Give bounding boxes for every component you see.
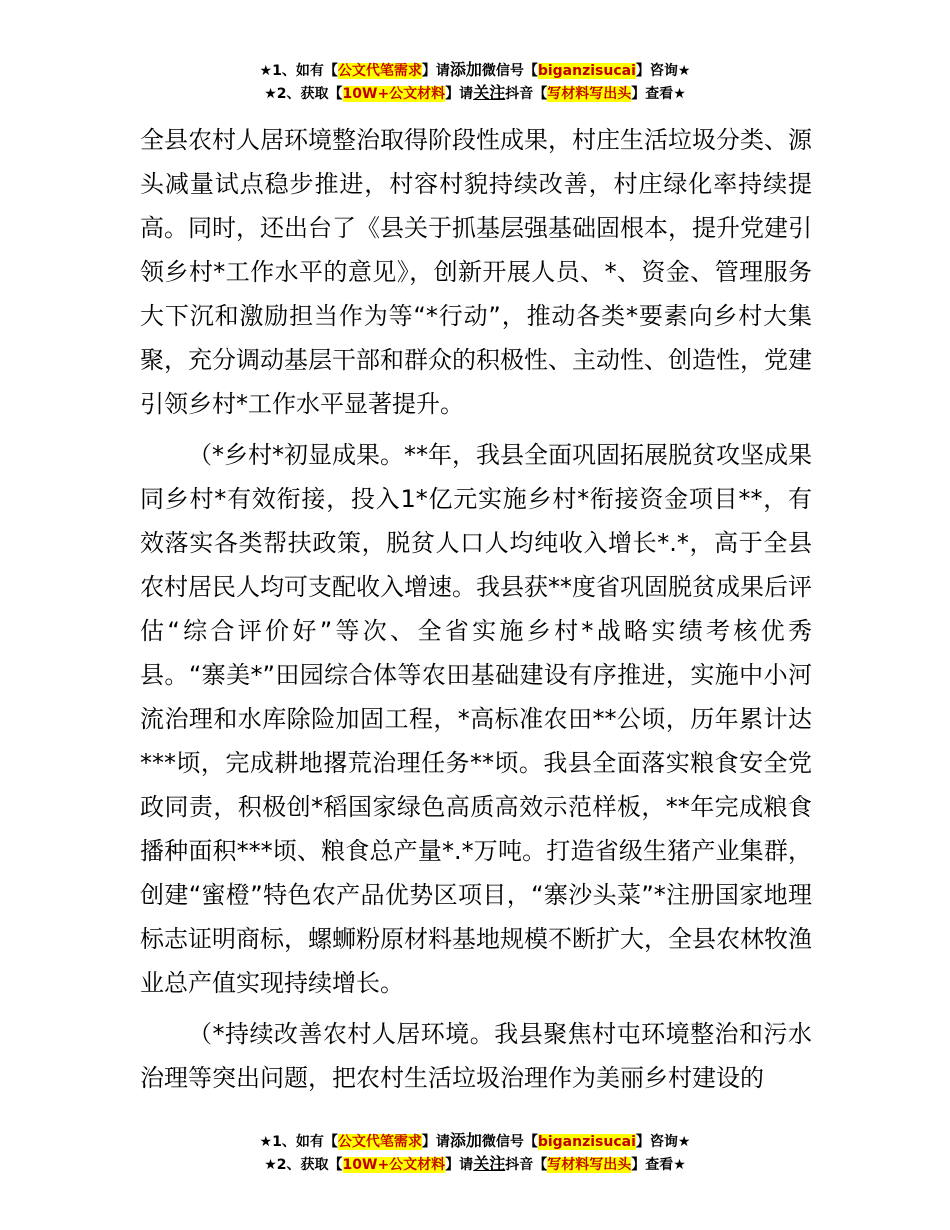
banner-text: 】查看★ xyxy=(631,86,686,102)
banner-emphasis: 添加 xyxy=(449,1131,482,1150)
banner-emphasis: 添加 xyxy=(449,60,482,79)
banner-line-2 xyxy=(0,82,950,105)
banner-text: 抖音【 xyxy=(505,86,548,102)
highlight-wechat-id: biganzisucai xyxy=(537,63,636,79)
banner-line-1 xyxy=(0,59,950,82)
header-banner xyxy=(0,59,950,105)
banner-text: 】请 xyxy=(445,86,474,102)
highlight-materials: 10W+公文材料 xyxy=(342,86,446,102)
banner-line-1 xyxy=(0,1130,950,1153)
banner-text: 】查看★ xyxy=(631,1157,686,1173)
document-body xyxy=(140,118,812,1100)
highlight-douyin-account: 写材料写出头 xyxy=(547,86,632,102)
footer-banner xyxy=(0,1130,950,1176)
banner-text: 】请 xyxy=(421,63,450,79)
banner-text: 微信号【 xyxy=(481,1134,538,1150)
paragraph: 全县农村人居环境整治取得阶段性成果，村庄生活垃圾分类、源头减量试点稳步推进，村容村貌持续改善，村庄绿化率持续提高。同时，还出台了《县关于抓基层强基础固根本，提升党建引领乡村*工作水平的意见》，创新开展人员、*、资金、管理服务大下沉和激励担当作为等“*行动”，推动各类*要素向乡村大集聚，充分调动基层干部和群众的积极性、主动性、创造性，党建引领乡村*工作水平显著提升。 xyxy=(140,126,812,418)
banner-text: 抖音【 xyxy=(505,1157,548,1173)
highlight-ghostwriting: 公文代笔需求 xyxy=(337,63,422,79)
highlight-ghostwriting: 公文代笔需求 xyxy=(337,1134,422,1150)
banner-line-2 xyxy=(0,1153,950,1176)
highlight-douyin-account: 写材料写出头 xyxy=(547,1157,632,1173)
banner-text: ★2、获取【 xyxy=(264,86,343,102)
banner-text: 】请 xyxy=(445,1157,474,1173)
banner-text: ★1、如有【 xyxy=(259,1134,338,1150)
banner-emphasis: 关注 xyxy=(473,83,506,102)
banner-text: 】咨询★ xyxy=(635,1134,691,1150)
paragraph: （*乡村*初显成果。**年，我县全面巩固拓展脱贫攻坚成果同乡村*有效衔接，投入1*亿元实施乡村*衔接资金项目**，有效落实各类帮扶政策，脱贫人口人均纯收入增长*.*，高于全县农村居民人均可支配收入增速。我县获**度省巩固脱贫成果后评估“综合评价好”等次、全省实施乡村*战略实绩考核优秀县。“寨美*”田园综合体等农田基础建设有序推进，实施中小河流治理和水库除险加固工程，*高标准农田**公顷，历年累计达***顷，完成耕地撂荒治理任务**顷。我县全面落实粮食安全党政同责，积极创*稻国家绿色高质高效示范样板，**年完成粮食播种面积***顷、粮食总产量*.*万吨。打造省级生猪产业集群，创建“蜜橙”特色农产品优势区项目，“寨沙头菜”*注册国家地理标志证明商标，螺蛳粉原材料基地规模不断扩大，全县农林牧渔业总产值实现持续增长。 xyxy=(140,441,812,997)
banner-text: 】请 xyxy=(421,1134,450,1150)
paragraph: （*持续改善农村人居环境。我县聚焦村屯环境整治和污水治理等突出问题，把农村生活垃圾治理作为美丽乡村建设的 xyxy=(140,1020,812,1092)
banner-text: ★1、如有【 xyxy=(259,63,338,79)
banner-emphasis: 关注 xyxy=(473,1154,506,1173)
banner-text: ★2、获取【 xyxy=(264,1157,343,1173)
banner-text: 】咨询★ xyxy=(635,63,691,79)
banner-text: 微信号【 xyxy=(481,63,538,79)
highlight-wechat-id: biganzisucai xyxy=(537,1134,636,1150)
highlight-materials: 10W+公文材料 xyxy=(342,1157,446,1173)
